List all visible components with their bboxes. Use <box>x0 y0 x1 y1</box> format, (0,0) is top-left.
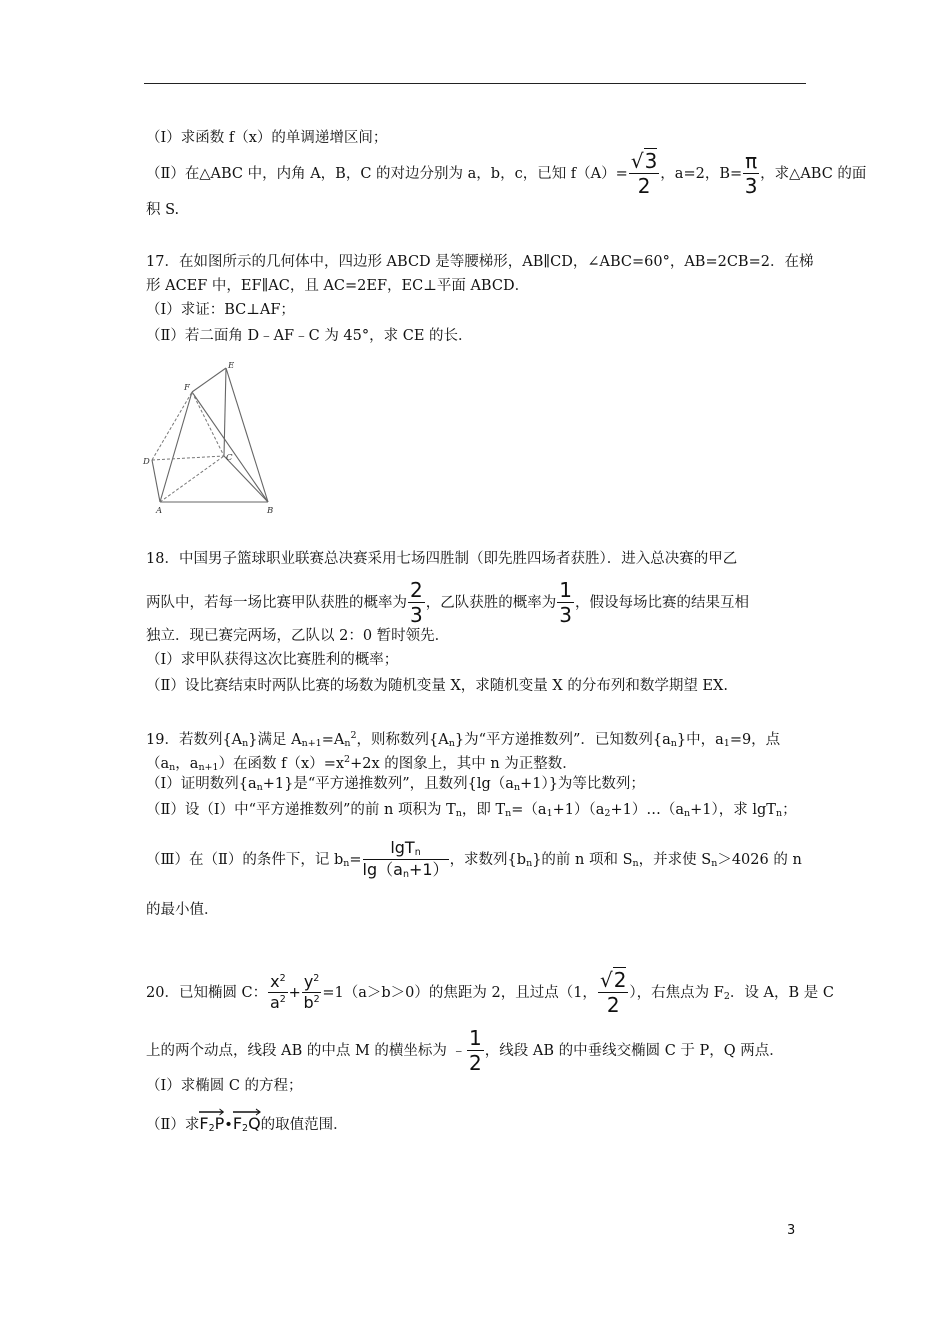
p19-line2: （$a_n$，$a_{n+1}$）在函数 $f(x)=x^2+2x$ 的图象上，其中 n 为正整数． <box>146 754 577 773</box>
page-number: 3 <box>787 1223 796 1238</box>
p20-line1: 20．已知椭圆 C： $\frac{x^2}{a^2}$ + $\frac{y^2}{b^2}$ =1（a＞b＞0）的焦距为 2，且过点（1， $\frac{√2}{2}$ ），右焦点为 $F_2$．设 A，B 是 C <box>146 968 834 1017</box>
figure-label-d: D <box>143 457 150 467</box>
p20-line2: 上的两个动点，线段 AB 的中点 M 的横坐标为 ﹣ $\frac{1}{2}$ ，线段 AB 的中垂线交椭圆 C 于 P，Q 两点． <box>146 1026 784 1075</box>
p16-part1: （Ⅰ）求函数 f（x）的单调递增区间； <box>146 130 388 146</box>
p18-part1: （Ⅰ）求甲队获得这次比赛胜利的概率； <box>146 652 399 668</box>
figure-label-e: E <box>228 361 235 371</box>
figure-label-b: B <box>267 506 274 516</box>
p18-line3: 独立．现已赛完两场，乙队以 2：0 暂时领先． <box>146 628 450 644</box>
geometry-figure <box>140 358 288 518</box>
p19-part1: （Ⅰ）证明数列$\{a_n+1\}$是“平方递推数列”，且数列$\{\lg(a_n+1)\}$为等比数列； <box>146 776 645 793</box>
p19-line1: 19．若数列$\{A_n\}$满足 $A_{n+1}=A_n^2$，则称数列$\{A_n\}$为“平方递推数列”．已知数列$\{a_n\}$中，$a_1=9$，点 <box>146 730 781 749</box>
figure-label-a: A <box>156 506 163 516</box>
fraction-x2-over-a2: $\frac{x^2}{a^2}$ <box>269 972 286 1012</box>
p18-part2: （Ⅱ）设比赛结束时两队比赛的场数为随机变量 X，求随机变量 X 的分布列和数学期望 EX. <box>146 678 728 694</box>
p17-part2: （Ⅱ）若二面角 D﹣AF﹣C 为 45°，求 CE 的长． <box>146 328 473 344</box>
vector-arrow-icon <box>233 1108 261 1116</box>
p19-part2: （Ⅱ）设（Ⅰ）中“平方递推数列”的前 n 项积为 $T_n$，即 $T_n=(a_1+1)(a_2+1)\dots(a_n+1)$，求 lgT$_n$； <box>146 802 797 819</box>
vector-f2q: $F_2Q$ <box>233 1108 261 1139</box>
fraction-pi-over-3: $\frac{\pi}{3}$ <box>744 149 758 198</box>
fraction-bn-definition: $\frac{\lg T_n}{\lg(a_n+1)}$ <box>362 838 449 880</box>
p19-part3: （Ⅲ）在（Ⅱ）的条件下，记 $b_n=$ $\frac{\lg T_n}{\lg(a_n+1)}$ ，求数列$\{b_n\}$的前 n 项和 $S_n$，并求使 $S_n>4026$ 的 n <box>146 838 802 880</box>
header-rule <box>144 83 806 84</box>
figure-label-c: C <box>226 453 233 463</box>
p20-part1: （Ⅰ）求椭圆 C 的方程； <box>146 1078 303 1094</box>
p19-line6: 的最小值． <box>146 902 219 918</box>
figure-label-f: F <box>184 383 190 393</box>
p17-line1: 17．在如图所示的几何体中，四边形 ABCD 是等腰梯形，AB∥CD，∠ABC=60°，AB=2CB=2．在梯 <box>146 254 814 270</box>
fraction-1-over-3: $\frac{1}{3}$ <box>559 578 572 627</box>
vector-f2p: $F_2P$ <box>199 1108 224 1139</box>
p18-line2: 两队中，若每一场比赛甲队获胜的概率为 $\frac{2}{3}$ ，乙队获胜的概率为 $\frac{1}{3}$ ，假设每场比赛的结果互相 <box>146 578 749 627</box>
p18-line1: 18．中国男子篮球职业联赛总决赛采用七场四胜制（即先胜四场者获胜）．进入总决赛的甲乙 <box>146 551 738 567</box>
vector-arrow-icon <box>199 1108 224 1116</box>
p16-part2-end: 积 S. <box>146 202 180 218</box>
p17-part1: （Ⅰ）求证：BC⊥AF； <box>146 302 295 318</box>
p20-part2: （Ⅱ）求 $F_2P•$ $F_2Q$的取值范围． <box>146 1108 348 1139</box>
fraction-1-over-2: $\frac{1}{2}$ <box>469 1026 482 1075</box>
fraction-y2-over-b2: $\frac{y^2}{b^2}$ <box>303 972 320 1012</box>
fraction-sqrt2-over-2: $\frac{√2}{2}$ <box>599 968 627 1017</box>
p17-line2: 形 ACEF 中，EF∥AC，且 AC=2EF，EC⊥平面 ABCD． <box>146 278 530 294</box>
p16-part2-line: （Ⅱ）在△ABC 中，内角 A，B，C 的对边分别为 a，b，c，已知 f（A）= $\frac{√3}{2}$ ，a=2，B= $\frac{\pi}{3}$ ，求△ABC 的面 <box>146 149 867 198</box>
fraction-sqrt3-over-2: $\frac{√3}{2}$ <box>630 149 658 198</box>
fraction-2-over-3: $\frac{2}{3}$ <box>410 578 423 627</box>
